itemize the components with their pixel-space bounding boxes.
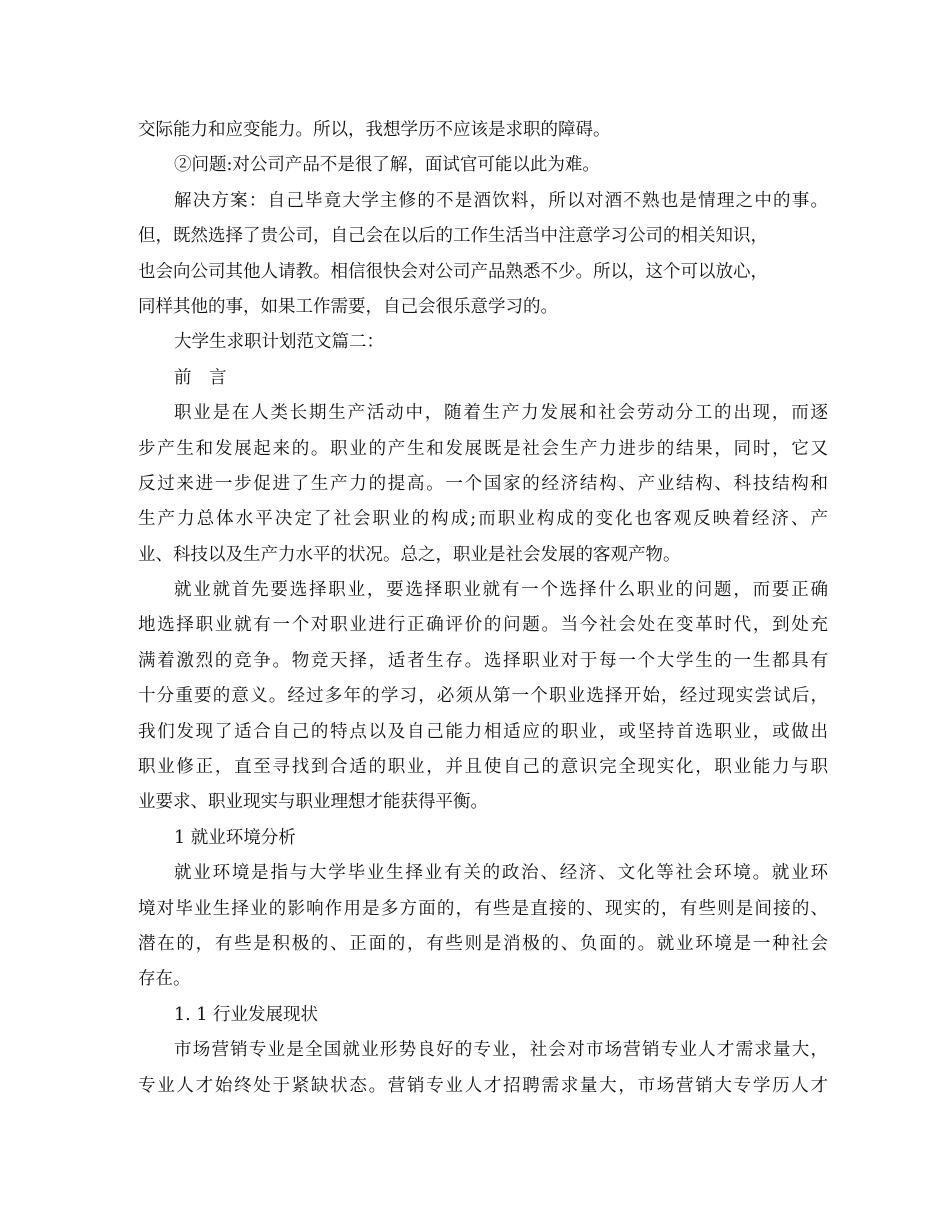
document-body [138, 113, 828, 1104]
text-line: 市场营销专业是全国就业形势良好的专业，社会对市场营销专业人才需求量大， [174, 1040, 828, 1061]
text-line: 专业人才始终处于紧缺状态。营销专业人才招聘需求量大，市场营销大专学历人才 [138, 1075, 828, 1096]
text-line: 我们发现了适合自己的特点以及自己能力相适应的职业，或坚持首选职业，或做出 [138, 721, 828, 742]
section-heading: 前 言 [174, 367, 227, 388]
text-line: 境对毕业生择业的影响作用是多方面的，有些是直接的、现实的，有些则是间接的、 [138, 898, 828, 919]
text-line: 职业修正，直至寻找到合适的职业，并且使自己的意识完全现实化，职业能力与职 [138, 757, 828, 778]
text-line: 业、科技以及生产力水平的状况。总之，职业是社会发展的客观产物。 [138, 544, 681, 565]
text-line: 生产力总体水平决定了社会职业的构成;而职业构成的变化也客观反映着经济、产 [138, 509, 828, 530]
section-heading: 1. 1 行业发展现状 [174, 1004, 318, 1025]
text-line: 潜在的，有些是积极的、正面的，有些则是消极的、负面的。就业环境是一种社会 [138, 933, 828, 954]
text-line: 十分重要的意义。经过多年的学习，必须从第一个职业选择开始，经过现实尝试后， [138, 686, 828, 707]
text-line: 步产生和发展起来的。职业的产生和发展既是社会生产力进步的结果，同时，它又 [138, 438, 828, 459]
section-heading: 大学生求职计划范文篇二： [174, 332, 384, 353]
text-line: 存在。 [138, 969, 191, 990]
text-line: 解决方案：自己毕竟大学主修的不是酒饮料，所以对酒不熟也是情理之中的事。 [174, 190, 828, 211]
section-heading: 1 就业环境分析 [174, 827, 296, 848]
text-line: 就业环境是指与大学毕业生择业有关的政治、经济、文化等社会环境。就业环 [174, 863, 828, 884]
text-line: 反过来进一步促进了生产力的提高。一个国家的经济结构、产业结构、科技结构和 [138, 473, 828, 494]
text-line: 就业就首先要选择职业，要选择职业就有一个选择什么职业的问题，而要正确 [174, 580, 828, 601]
text-line: 业要求、职业现实与职业理想才能获得平衡。 [138, 792, 488, 813]
text-line: 同样其他的事，如果工作需要，自己会很乐意学习的。 [138, 296, 558, 317]
text-line: 满着激烈的竞争。物竞天择，适者生存。选择职业对于每一个大学生的一生都具有 [138, 650, 828, 671]
text-line: 但，既然选择了贵公司，自己会在以后的工作生活当中注意学习公司的相关知识， [138, 226, 768, 247]
text-line: 地选择职业就有一个对职业进行正确评价的问题。当今社会处在变革时代，到处充 [138, 615, 828, 636]
text-line: 职业是在人类长期生产活动中，随着生产力发展和社会劳动分工的出现，而逐 [174, 403, 828, 424]
text-line: 也会向公司其他人请教。相信很快会对公司产品熟悉不少。所以，这个可以放心， [138, 261, 768, 282]
text-line: 交际能力和应变能力。所以，我想学历不应该是求职的障碍。 [138, 120, 611, 140]
text-line: ②问题:对公司产品不是很了解，面试官可能以此为难。 [174, 155, 600, 176]
